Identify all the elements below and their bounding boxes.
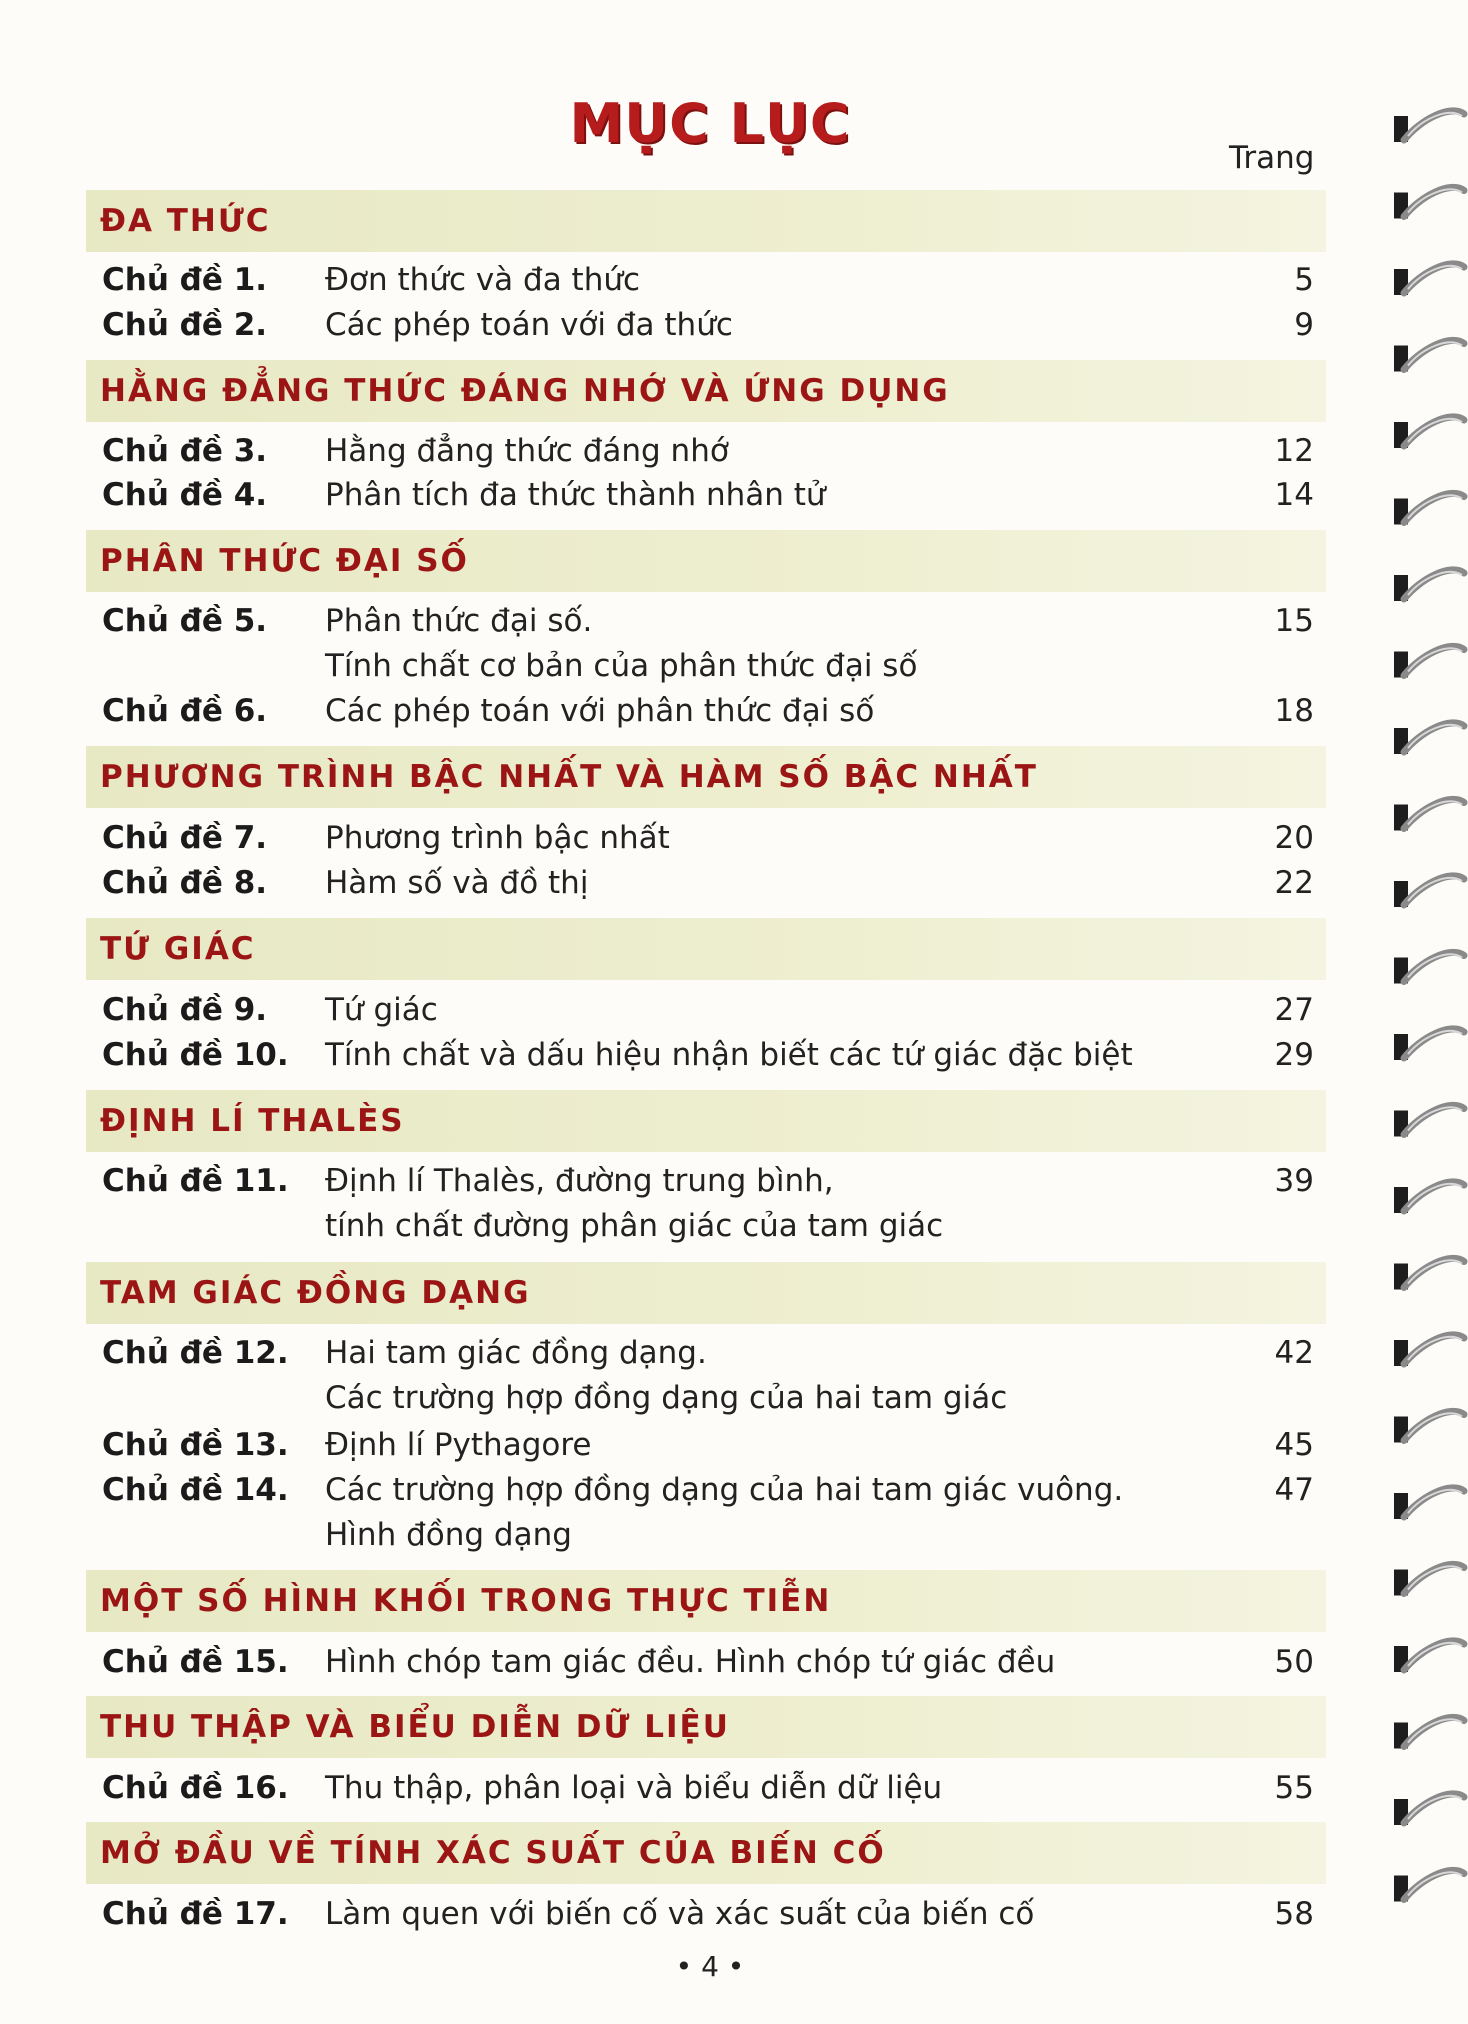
topic-label: Chủ đề 13. [102,1427,289,1463]
topic-title: Làm quen với biến cố và xác suất của biến cố [325,1896,1035,1932]
toc-entry-row [0,433,1340,479]
section-heading-band [86,1822,1326,1884]
page-number: • 4 • [675,1950,745,1983]
toc-entry-row [0,992,1340,1038]
topic-label: Chủ đề 14. [102,1472,289,1508]
binding-coil [1404,1870,1464,1899]
topic-label: Chủ đề 4. [102,477,268,513]
toc-entry-row [0,1770,1340,1816]
topic-label: Chủ đề 7. [102,820,268,856]
topic-title: Phân tích đa thức thành nhân tử [325,477,826,513]
toc-entry-row [0,1427,1340,1473]
binding-coil [1404,1641,1464,1670]
toc-entry-row [0,1208,1340,1254]
section-heading-band [86,1570,1326,1632]
topic-page-number: 39 [1274,1163,1314,1199]
topic-page-number: 58 [1274,1896,1314,1932]
topic-label: Chủ đề 3. [102,433,268,469]
section-heading: HẰNG ĐẲNG THỨC ĐÁNG NHỚ VÀ ỨNG DỤNG [100,373,950,409]
topic-label: Chủ đề 15. [102,1644,289,1680]
section-heading-band [86,1262,1326,1324]
topic-page-number: 9 [1294,307,1314,343]
topic-title: Phương trình bậc nhất [325,820,670,856]
topic-page-number: 45 [1274,1427,1314,1463]
toc-entry-row [0,1380,1340,1426]
section-heading-band [86,1696,1326,1758]
topic-page-number: 22 [1274,865,1314,901]
topic-page-number: 29 [1274,1037,1314,1073]
topic-title: Hai tam giác đồng dạng. [325,1335,707,1371]
topic-page-number: 50 [1274,1644,1314,1680]
topic-page-number: 47 [1274,1472,1314,1508]
topic-title: Định lí Thalès, đường trung bình, [325,1163,834,1199]
binding-coil [1404,1488,1464,1517]
topic-page-number: 14 [1274,477,1314,513]
binding-coil [1404,1105,1464,1134]
topic-title: Hằng đẳng thức đáng nhớ [325,433,729,469]
binding-coil [1404,1411,1464,1440]
topic-label: Chủ đề 9. [102,992,268,1028]
topic-label: Chủ đề 5. [102,603,268,639]
section-heading: ĐA THỨC [100,203,271,239]
section-heading-band [86,918,1326,980]
toc-entry-row [0,865,1340,911]
topic-title: Tính chất cơ bản của phân thức đại số [325,648,918,684]
toc-entry-row [0,1037,1340,1083]
topic-label: Chủ đề 12. [102,1335,289,1371]
binding-coil [1404,111,1464,140]
section-heading: ĐỊNH LÍ THALÈS [100,1103,405,1139]
toc-entry-row [0,820,1340,866]
section-heading: TAM GIÁC ĐỒNG DẠNG [100,1275,531,1311]
section-heading-band [86,190,1326,252]
topic-label: Chủ đề 11. [102,1163,289,1199]
toc-entry-row [0,1472,1340,1518]
binding-coil [1404,187,1464,216]
binding-coil [1404,264,1464,293]
section-heading: PHƯƠNG TRÌNH BẬC NHẤT VÀ HÀM SỐ BẬC NHẤT [100,759,1038,795]
topic-page-number: 42 [1274,1335,1314,1371]
toc-entry-row [0,648,1340,694]
toc-entry-row [0,477,1340,523]
binding-coil [1404,723,1464,752]
topic-title: Tứ giác [325,992,438,1028]
section-heading: MỘT SỐ HÌNH KHỐI TRONG THỰC TIỄN [100,1583,832,1619]
binding-coil [1404,340,1464,369]
binding-coil [1404,646,1464,675]
section-heading-band [86,1090,1326,1152]
topic-page-number: 20 [1274,820,1314,856]
topic-title: Hình chóp tam giác đều. Hình chóp tứ giác đều [325,1644,1056,1680]
topic-title: Thu thập, phân loại và biểu diễn dữ liệu [325,1770,943,1806]
binding-coil [1404,1717,1464,1746]
toc-entry-row [0,693,1340,739]
topic-label: Chủ đề 10. [102,1037,289,1073]
topic-title: Hàm số và đồ thị [325,865,589,901]
toc-entry-row [0,603,1340,649]
binding-coil [1404,876,1464,905]
topic-page-number: 5 [1294,262,1314,298]
topic-title: Hình đồng dạng [325,1517,572,1553]
toc-entry-row [0,262,1340,308]
topic-title: tính chất đường phân giác của tam giác [325,1208,944,1244]
topic-page-number: 27 [1274,992,1314,1028]
topic-title: Các phép toán với phân thức đại số [325,693,875,729]
topic-page-number: 18 [1274,693,1314,729]
section-heading-band [86,360,1326,422]
binding-coil [1404,1335,1464,1364]
topic-page-number: 15 [1274,603,1314,639]
topic-label: Chủ đề 16. [102,1770,289,1806]
spiral-binding [1390,90,1468,1950]
topic-title: Các phép toán với đa thức [325,307,733,343]
toc-entry-row [0,1335,1340,1381]
toc-entry-row [0,307,1340,353]
binding-coil [1404,799,1464,828]
toc-entry-row [0,1517,1340,1563]
topic-title: Định lí Pythagore [325,1427,592,1463]
topic-label: Chủ đề 17. [102,1896,289,1932]
section-heading: PHÂN THỨC ĐẠI SỐ [100,543,469,579]
section-heading-band [86,530,1326,592]
topic-label: Chủ đề 8. [102,865,268,901]
section-heading: TỨ GIÁC [100,931,256,967]
binding-coil [1404,1258,1464,1287]
page-column-label: Trang [1229,140,1315,176]
binding-coil [1404,1564,1464,1593]
toc-entry-row [0,1896,1340,1942]
topic-title: Tính chất và dấu hiệu nhận biết các tứ giác đặc biệt [325,1037,1133,1073]
page-title: MỤC LỤC [569,92,851,155]
binding-coil [1404,1182,1464,1211]
binding-coil [1404,1794,1464,1823]
section-heading: MỞ ĐẦU VỀ TÍNH XÁC SUẤT CỦA BIẾN CỐ [100,1835,886,1871]
binding-coil [1404,493,1464,522]
section-heading: THU THẬP VÀ BIỂU DIỄN DỮ LIỆU [100,1709,730,1745]
topic-label: Chủ đề 2. [102,307,268,343]
topic-title: Phân thức đại số. [325,603,593,639]
topic-label: Chủ đề 1. [102,262,268,298]
topic-title: Các trường hợp đồng dạng của hai tam giác [325,1380,1008,1416]
toc-entry-row [0,1644,1340,1690]
section-heading-band [86,746,1326,808]
topic-title: Các trường hợp đồng dạng của hai tam giác vuông. [325,1472,1124,1508]
topic-page-number: 55 [1274,1770,1314,1806]
binding-coil [1404,1029,1464,1058]
binding-coil [1404,952,1464,981]
topic-label: Chủ đề 6. [102,693,268,729]
topic-title: Đơn thức và đa thức [325,262,641,298]
binding-coil [1404,570,1464,599]
toc-entry-row [0,1163,1340,1209]
binding-coil [1404,417,1464,446]
topic-page-number: 12 [1274,433,1314,469]
